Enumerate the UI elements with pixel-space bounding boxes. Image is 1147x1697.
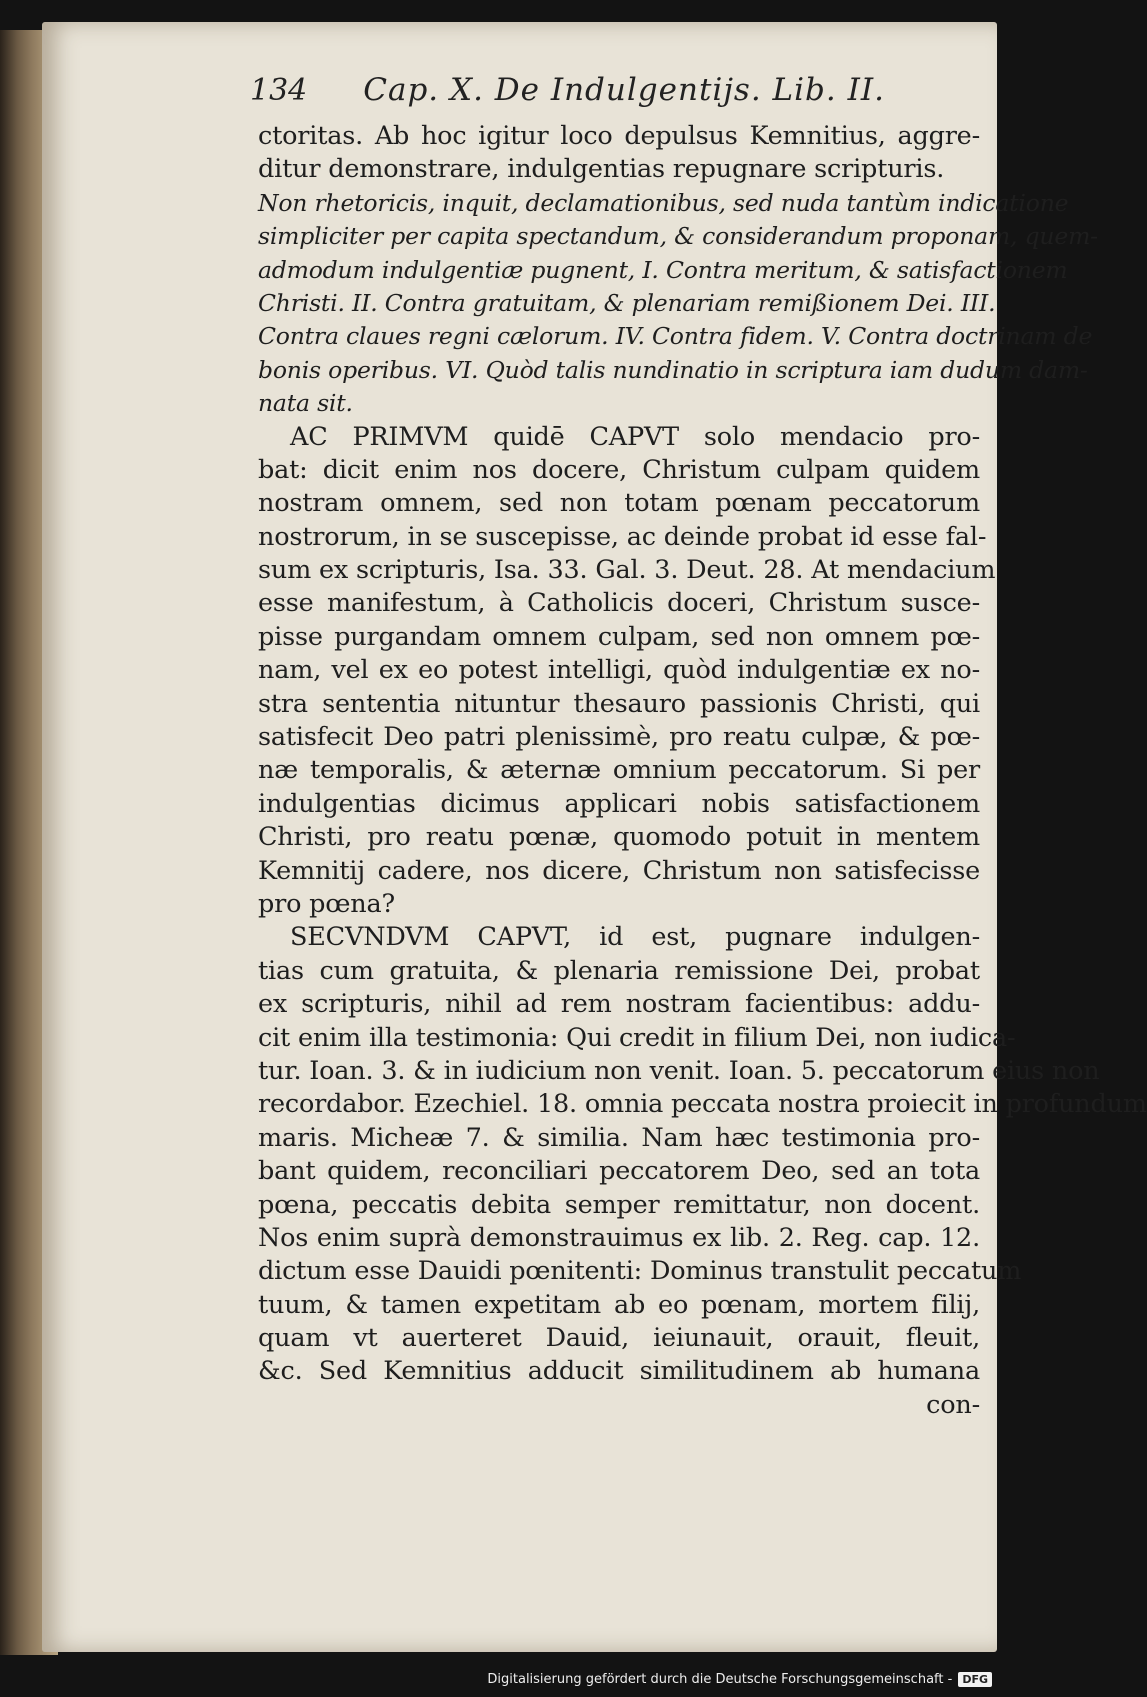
dfg-logo: DFG [958, 1672, 992, 1687]
text-line: dictum esse Dauidi pœnitenti: Dominus transtulit peccatum [258, 1256, 1022, 1287]
text-line: nostrorum, in se suscepisse, ac deinde probat id esse fal- [258, 521, 987, 552]
page-number: 134 [250, 73, 308, 108]
text-line: pro pœna? [258, 888, 396, 919]
page-header [250, 72, 1010, 122]
text-line: satisfecit Deo patri plenissimè, pro reatu culpæ, & pœ- [258, 722, 980, 753]
text-line: &c. Sed Kemnitius adducit similitudinem ab humana [258, 1356, 980, 1387]
text-line: stra sententia nituntur thesauro passionis Christi, qui [258, 688, 980, 719]
text-line: nostram omnem, sed non totam pœnam peccatorum [258, 488, 980, 519]
text-line: admodum indulgentiæ pugnent, I. Contra meritum, & satisfactionem [258, 255, 1068, 284]
text-line: nam, vel ex eo potest intelligi, quòd indulgentiæ ex no- [258, 655, 980, 686]
text-line: SECVNDVM CAPVT, id est, pugnare indulgen- [290, 922, 980, 953]
text-line: sum ex scripturis, Isa. 33. Gal. 3. Deut. 28. At mendacium [258, 555, 996, 586]
text-line: ditur demonstrare, indulgentias repugnare scripturis. [258, 154, 945, 185]
text-line: bonis operibus. VI. Quòd talis nundinatio in scriptura iam dudum dam- [258, 355, 1088, 384]
text-line: pisse purgandam omnem culpam, sed non omnem pœ- [258, 621, 980, 652]
text-line: tur. Ioan. 3. & in iudicium non venit. Ioan. 5. peccatorum eius non [258, 1055, 1100, 1086]
text-line: pœna, peccatis debita semper remittatur, non docent. [258, 1189, 980, 1220]
text-line: recordabor. Ezechiel. 18. omnia peccata nostra proiecit in profundum [258, 1089, 1147, 1120]
text-line: Non rhetoricis, inquit, declamationibus, sed nuda tantùm indicatione [258, 188, 1069, 217]
catchword: con- [926, 1389, 980, 1420]
text-line: AC PRIMVM quidē CAPVT solo mendacio pro- [290, 421, 980, 452]
text-line: esse manifestum, à Catholicis doceri, Christum susce- [258, 588, 980, 619]
text-line: Christi. II. Contra gratuitam, & plenariam remißionem Dei. III. [258, 288, 996, 317]
text-line: Christi, pro reatu pœnæ, quomodo potuit in mentem [258, 822, 980, 853]
text-line: ex scripturis, nihil ad rem nostram facientibus: addu- [258, 989, 980, 1020]
text-line: Kemnitij cadere, nos dicere, Christum non satisfecisse [258, 855, 980, 886]
text-line: Contra claues regni cælorum. IV. Contra fidem. V. Contra doctrinam de [258, 322, 1093, 351]
text-line: tuum, & tamen expetitam ab eo pœnam, mortem filij, [258, 1289, 980, 1320]
text-line: maris. Micheæ 7. & similia. Nam hæc testimonia pro- [258, 1122, 980, 1153]
text-line: tias cum gratuita, & plenaria remissione Dei, probat [258, 955, 980, 986]
text-line: nata sit. [258, 389, 353, 418]
text-line: cit enim illa testimonia: Qui credit in filium Dei, non iudica- [258, 1022, 1016, 1053]
running-head: Cap. X. De Indulgentijs. Lib. II. [363, 72, 885, 108]
footer-credit: Digitalisierung gefördert durch die Deutsche Forschungsgemeinschaft - [487, 1671, 953, 1687]
digitization-footer [487, 1667, 992, 1691]
text-line: quam vt auerteret Dauid, ieiunauit, orauit, fleuit, [258, 1323, 980, 1354]
text-line: bant quidem, reconciliari peccatorem Deo, sed an tota [258, 1156, 980, 1187]
text-line: ctoritas. Ab hoc igitur loco depulsus Kemnitius, aggre- [258, 121, 980, 151]
text-line: næ temporalis, & æternæ omnium peccatorum. Si per [258, 755, 980, 786]
text-line: Nos enim suprà demonstrauimus ex lib. 2. Reg. cap. 12. [258, 1222, 980, 1253]
text-line: bat: dicit enim nos docere, Christum culpam quidem [258, 454, 980, 485]
body-text [258, 120, 1147, 1422]
text-line: simpliciter per capita spectandum, & considerandum proponam, quem- [258, 222, 1098, 251]
text-line: indulgentias dicimus applicari nobis satisfactionem [258, 788, 980, 819]
